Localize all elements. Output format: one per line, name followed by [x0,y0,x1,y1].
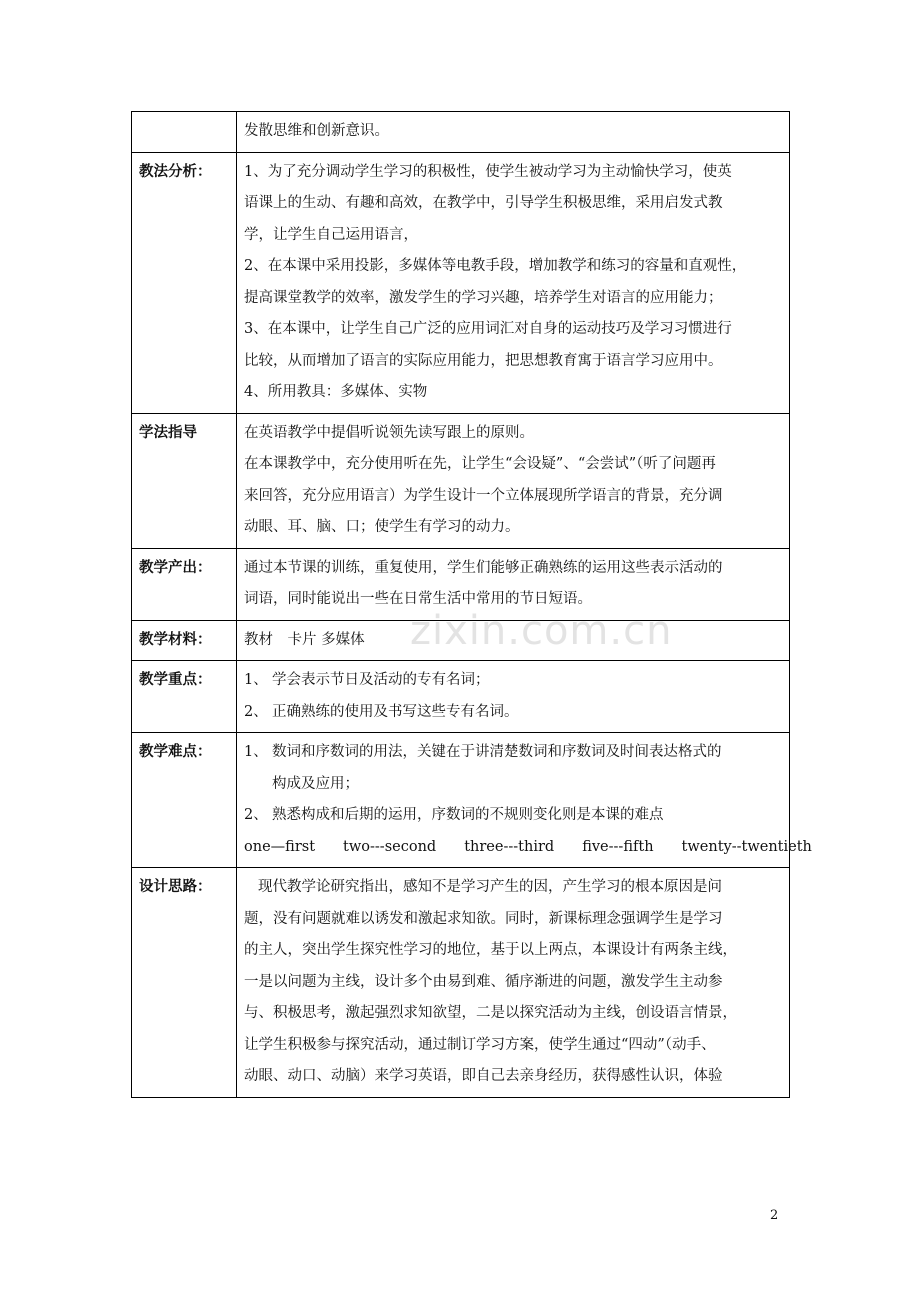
item-text: 熟悉构成和后期的运用，序数词的不规则变化则是本课的难点 [272,807,664,823]
list-item [244,697,783,729]
text-line: 教材 卡片 多媒体 [244,631,365,648]
text-line: 在英语教学中提倡听说领先读写跟上的原则。 [244,424,534,441]
text-line: 现代教学论研究指出，感知不是学习产生的因，产生学习的根本原因是问 [258,879,722,895]
text-line: 来回答，充分应用语言）为学生设计一个立体展现所学语言的背景，充分调 [244,487,723,504]
table-row [132,152,790,413]
item-number: 2、 [244,807,268,823]
row-label [132,112,237,153]
ordinal-pair: two---second [343,838,437,855]
text-line: 词语，同时能说出一些在日常生活中常用的节日短语。 [244,591,592,607]
row-label: 设计思路： [132,868,237,1098]
table-row [132,112,790,153]
row-label: 教法分析： [132,152,237,413]
row-content [237,413,790,548]
page-number: 2 [770,1208,779,1223]
list-item [244,737,783,769]
ordinal-pair: twenty--twentieth [681,838,812,855]
row-content [237,868,790,1098]
text-line: 在本课教学中，充分使用听在先，让学生“会设疑”、“会尝试”（听了问题再 [244,456,716,472]
item-text: 正确熟练的使用及书写这些专有名词。 [272,703,519,720]
row-label: 学法指导 [132,413,237,548]
text-line: 1、为了充分调动学生学习的积极性，使学生被动学习为主动愉快学习，使英 [244,163,732,180]
row-content [237,661,790,733]
text-line: 发散思维和创新意识。 [244,123,389,139]
text-line: 学，让学生自己运用语言， [244,226,418,243]
ordinal-pair: one—first [244,838,316,855]
item-number: 2、 [244,703,268,720]
text-line: 通过本节课的训练，重复使用，学生们能够正确熟练的运用这些表示活动的 [244,559,723,576]
text-line: 动眼、耳、脑、口；使学生有学习的动力。 [244,519,520,535]
table-row [132,868,790,1098]
text-line: 题，没有问题就难以诱发和激起求知欲。同时，新课标理念强调学生是学习 [244,910,723,927]
item-number: 1、 [244,744,268,760]
row-label: 教学产出： [132,548,237,620]
text-line: 3、在本课中，让学生自己广泛的应用词汇对自身的运动技巧及学习习惯进行 [244,321,732,337]
table-row [132,661,790,733]
item-text: 学会表示节日及活动的专有名词； [272,672,490,688]
table-row [132,733,790,868]
row-content [237,620,790,661]
text-line: 一是以问题为主线，设计多个由易到难、循序渐进的问题，激发学生主动参 [244,973,723,990]
ordinal-examples [244,832,812,864]
row-content [237,152,790,413]
list-item [244,665,783,697]
row-label: 教学难点： [132,733,237,868]
table-row [132,413,790,548]
row-content [237,112,790,153]
item-text: 构成及应用； [272,775,359,792]
item-text: 数词和序数词的用法，关键在于讲清楚数词和序数词及时间表达格式的 [272,744,722,760]
table-row [132,548,790,620]
text-line: 提高课堂教学的效率，激发学生的学习兴趣，培养学生对语言的应用能力； [244,289,723,306]
text-line: 动眼、动口、动脑）来学习英语，即自己去亲身经历，获得感性认识，体验 [244,1068,723,1084]
ordinal-pair: three---third [464,838,555,855]
text-line: 4、所用教具：多媒体、实物 [244,384,428,400]
text-line: 语课上的生动、有趣和高效，在教学中，引导学生积极思维，采用启发式教 [244,195,723,211]
text-line: 比较，从而增加了语言的实际应用能力，把思想教育寓于语言学习应用中。 [244,352,723,369]
row-label: 教学重点： [132,661,237,733]
list-item [244,769,783,801]
row-label: 教学材料： [132,620,237,661]
text-line: 2、在本课中采用投影，多媒体等电教手段，增加教学和练习的容量和直观性， [244,258,747,274]
table-row [132,620,790,661]
lesson-plan-table [131,111,812,1098]
watermark: zixin.com.cn [410,608,673,654]
ordinal-pair: five---fifth [582,838,654,855]
row-content [237,548,790,620]
list-item [244,800,783,832]
text-line: 与、积极思考，激起强烈求知欲望，二是以探究活动为主线，创设语言情景， [244,1005,737,1021]
text-line: 的主人，突出学生探究性学习的地位，基于以上两点，本课设计有两条主线， [244,942,737,958]
text-line: 让学生积极参与探究活动，通过制订学习方案，使学生通过“四动”（动手、 [244,1036,716,1053]
item-number: 1、 [244,672,268,688]
row-content [237,733,812,868]
